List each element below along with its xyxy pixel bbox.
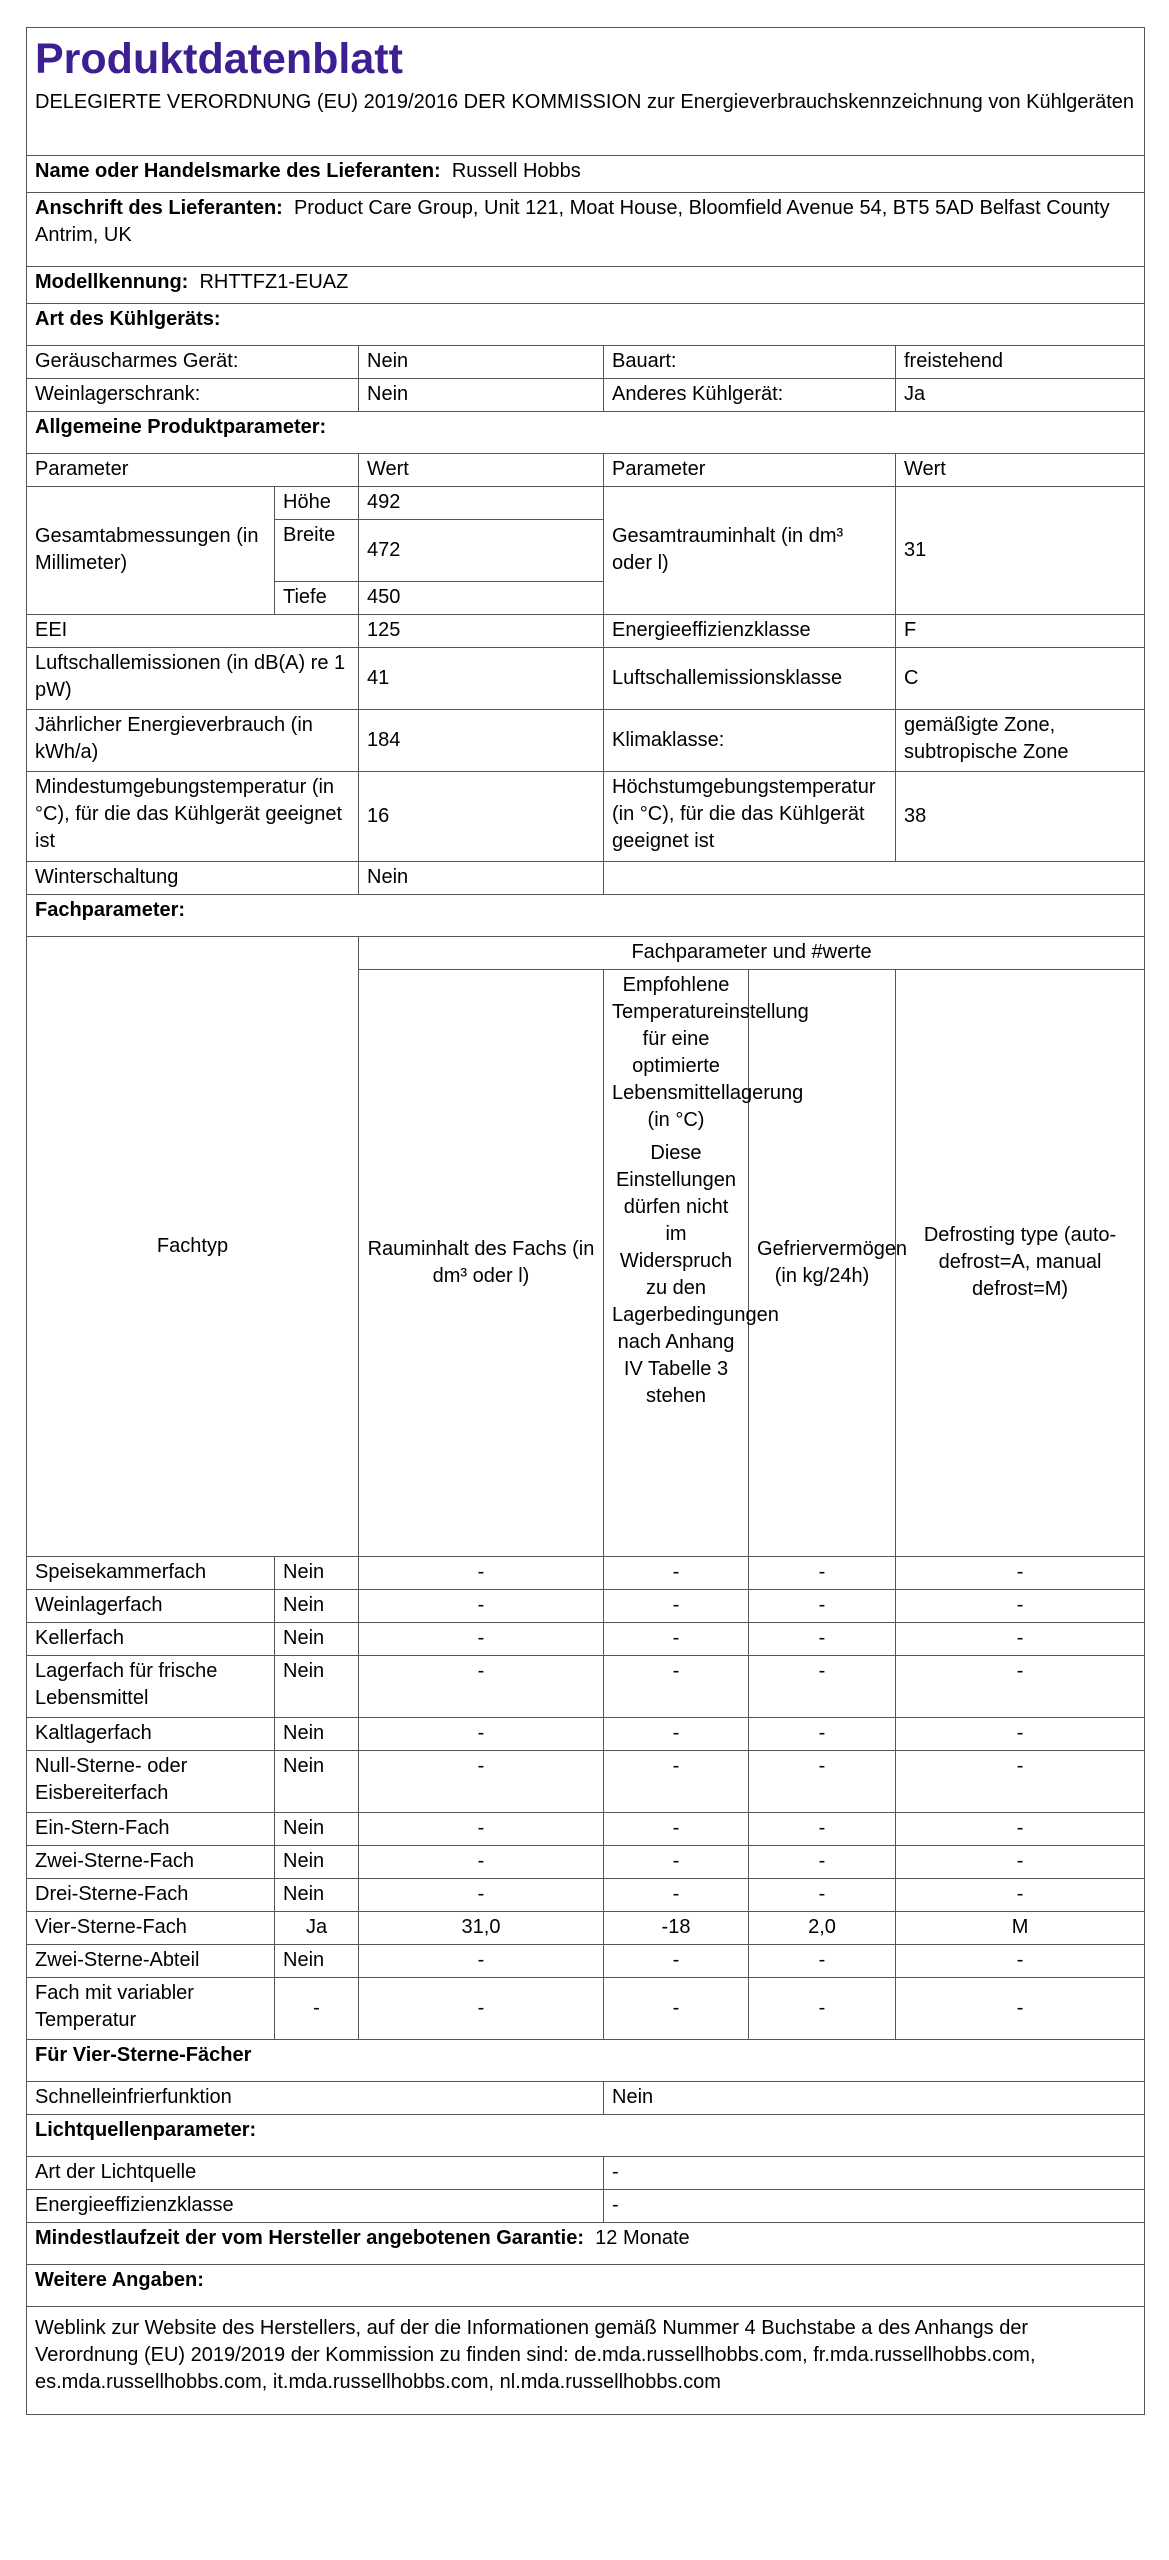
more-info-heading: Weitere Angaben: <box>27 2264 1145 2306</box>
compartment-freeze: - <box>749 1717 896 1750</box>
compartment-name: Speisekammerfach <box>27 1556 275 1589</box>
supplier-address-row <box>27 192 1145 266</box>
col-value-2: Wert <box>896 453 1145 486</box>
empty-cell <box>604 861 1145 894</box>
energy-class-label: Energieeffizienzklasse <box>604 614 896 647</box>
height-label: Höhe <box>275 486 359 519</box>
table-row <box>27 1556 1145 1589</box>
table-row <box>27 1750 1145 1812</box>
table-row <box>27 1717 1145 1750</box>
table-row <box>27 1845 1145 1878</box>
compartment-volume: - <box>359 1655 604 1717</box>
compartment-temp: - <box>604 1655 749 1717</box>
compartment-freeze: - <box>749 1977 896 2039</box>
compartment-name: Zwei-Sterne-Abteil <box>27 1944 275 1977</box>
noise-value: 41 <box>359 647 604 709</box>
col-compartment-group: Fachparameter und #werte <box>359 936 1145 969</box>
compartment-defrost: - <box>896 1717 1145 1750</box>
height-value: 492 <box>359 486 604 519</box>
supplier-address-label: Anschrift des Lieferanten: <box>35 196 283 219</box>
compartment-defrost: M <box>896 1911 1145 1944</box>
more-info-text: Weblink zur Website des Herstellers, auf der die Informationen gemäß Nummer 4 Buchstabe a des Anhangs der Verordnung (EU) 2019/2019 der Kommission zu finden sind: de.mda.russellhobbs.com, fr.mda.russellhobbs.com, es.mda.russellhobbs.com, it.mda.russellhobbs.com, nl.mda.russellhobbs.com <box>27 2306 1145 2414</box>
col-defrost: Defrosting type (auto-defrost=A, manual defrost=M) <box>896 969 1145 1556</box>
compartment-defrost: - <box>896 1944 1145 1977</box>
compartment-volume: - <box>359 1845 604 1878</box>
compartment-temp: - <box>604 1556 749 1589</box>
compartment-name: Zwei-Sterne-Fach <box>27 1845 275 1878</box>
compartment-name: Kaltlagerfach <box>27 1717 275 1750</box>
col-compartment-type: Fachtyp <box>27 936 359 1556</box>
compartment-freeze: - <box>749 1845 896 1878</box>
compartment-defrost: - <box>896 1812 1145 1845</box>
annual-energy-label: Jährlicher Energieverbrauch (in kWh/a) <box>27 709 359 771</box>
compartment-defrost: - <box>896 1655 1145 1717</box>
compartment-volume: - <box>359 1556 604 1589</box>
compartment-defrost: - <box>896 1589 1145 1622</box>
supplier-name-row <box>27 155 1145 192</box>
table-row <box>27 1977 1145 2039</box>
compartment-present: Nein <box>275 1556 359 1589</box>
depth-value: 450 <box>359 581 604 614</box>
compartment-name: Null-Sterne- oder Eisbereiterfach <box>27 1750 275 1812</box>
energy-class-value: F <box>896 614 1145 647</box>
compartment-temp: - <box>604 1845 749 1878</box>
wine-cabinet-label: Weinlagerschrank: <box>27 378 359 411</box>
compartment-temp: - <box>604 1812 749 1845</box>
other-appliance-value: Ja <box>896 378 1145 411</box>
max-temp-label: Höchstumgebungstemperatur (in °C), für die das Kühlgerät geeignet ist <box>604 771 896 861</box>
compartment-present: Nein <box>275 1655 359 1717</box>
compartment-volume: - <box>359 1944 604 1977</box>
light-type-label: Art der Lichtquelle <box>27 2156 604 2189</box>
model-label: Modellkennung: <box>35 270 189 293</box>
compartment-present: Nein <box>275 1878 359 1911</box>
compartment-volume: - <box>359 1750 604 1812</box>
compartment-name: Weinlagerfach <box>27 1589 275 1622</box>
width-label: Breite <box>275 519 359 581</box>
winter-mode-label: Winterschaltung <box>27 861 359 894</box>
compartment-name: Drei-Sterne-Fach <box>27 1878 275 1911</box>
compartment-defrost: - <box>896 1845 1145 1878</box>
compartment-volume: 31,0 <box>359 1911 604 1944</box>
compartment-defrost: - <box>896 1977 1145 2039</box>
dimensions-label: Gesamtabmessungen (in Millimeter) <box>27 486 275 614</box>
model-value: RHTTFZ1-EUAZ <box>199 270 349 293</box>
table-row <box>27 1589 1145 1622</box>
compartment-volume: - <box>359 1717 604 1750</box>
winter-mode-value: Nein <box>359 861 604 894</box>
compartment-freeze: 2,0 <box>749 1911 896 1944</box>
compartment-present: Ja <box>275 1911 359 1944</box>
table-row <box>27 1655 1145 1717</box>
compartment-present: Nein <box>275 1845 359 1878</box>
compartment-volume: - <box>359 1589 604 1622</box>
sheet-table <box>26 27 1145 2415</box>
four-star-heading: Für Vier-Sterne-Fächer <box>27 2039 1145 2081</box>
climate-class-value: gemäßigte Zone, subtropische Zone <box>896 709 1145 771</box>
compartment-volume: - <box>359 1622 604 1655</box>
compartment-freeze: - <box>749 1556 896 1589</box>
compartment-name: Ein-Stern-Fach <box>27 1812 275 1845</box>
supplier-name-label: Name oder Handelsmarke des Lieferanten: <box>35 159 441 182</box>
compartment-freeze: - <box>749 1622 896 1655</box>
compartment-name: Fach mit variabler Temperatur <box>27 1977 275 2039</box>
fast-freeze-label: Schnelleinfrierfunktion <box>27 2081 604 2114</box>
light-type-value: - <box>604 2156 1145 2189</box>
table-row <box>27 1878 1145 1911</box>
table-row <box>27 1812 1145 1845</box>
supplier-address-value: Product Care Group, Unit 121, Moat House, Bloomfield Avenue 54, BT5 5AD Belfast County Antrim, UK <box>35 196 1110 246</box>
warranty-row <box>27 2222 1145 2264</box>
design-label: Bauart: <box>604 345 896 378</box>
compartment-freeze: - <box>749 1750 896 1812</box>
compartment-temp: - <box>604 1717 749 1750</box>
climate-class-label: Klimaklasse: <box>604 709 896 771</box>
compartment-freeze: - <box>749 1878 896 1911</box>
col-volume: Rauminhalt des Fachs (in dm³ oder l) <box>359 969 604 1556</box>
compartment-temp: - <box>604 1589 749 1622</box>
col-freezing: Gefriervermögen (in kg/24h) <box>749 969 896 1556</box>
noise-class-label: Luftschallemissionsklasse <box>604 647 896 709</box>
supplier-name-value: Russell Hobbs <box>451 159 581 182</box>
total-volume-label: Gesamtrauminhalt (in dm³ oder l) <box>604 486 896 614</box>
compartment-temp: - <box>604 1944 749 1977</box>
compartment-temp: -18 <box>604 1911 749 1944</box>
compartment-present: Nein <box>275 1750 359 1812</box>
compartment-present: Nein <box>275 1622 359 1655</box>
col-parameter-2: Parameter <box>604 453 896 486</box>
total-volume-value: 31 <box>896 486 1145 614</box>
noise-class-value: C <box>896 647 1145 709</box>
col-temp-note: Diese Einstellungen dürfen nicht im Widerspruch zu den Lagerbedingungen nach Anhang IV Tabelle 3 stehen <box>612 1141 779 1407</box>
min-temp-label: Mindestumgebungstemperatur (in °C), für die das Kühlgerät geeignet ist <box>27 771 359 861</box>
warranty-label: Mindestlaufzeit der vom Hersteller angebotenen Garantie: <box>35 2226 585 2249</box>
compartment-present: Nein <box>275 1812 359 1845</box>
compartment-freeze: - <box>749 1812 896 1845</box>
compartment-params-heading: Fachparameter: <box>27 894 1145 936</box>
model-row <box>27 266 1145 303</box>
low-noise-value: Nein <box>359 345 604 378</box>
table-row <box>27 1911 1145 1944</box>
general-params-heading: Allgemeine Produktparameter: <box>27 411 1145 453</box>
table-row <box>27 1622 1145 1655</box>
min-temp-value: 16 <box>359 771 604 861</box>
light-class-label: Energieeffizienzklasse <box>27 2189 604 2222</box>
compartment-freeze: - <box>749 1589 896 1622</box>
compartment-defrost: - <box>896 1622 1145 1655</box>
light-class-value: - <box>604 2189 1145 2222</box>
compartment-volume: - <box>359 1878 604 1911</box>
compartment-temp: - <box>604 1622 749 1655</box>
product-data-sheet <box>26 27 1144 2415</box>
compartment-freeze: - <box>749 1944 896 1977</box>
compartment-volume: - <box>359 1977 604 2039</box>
compartment-defrost: - <box>896 1878 1145 1911</box>
compartment-name: Lagerfach für frische Lebensmittel <box>27 1655 275 1717</box>
compartment-present: Nein <box>275 1944 359 1977</box>
compartment-temp: - <box>604 1750 749 1812</box>
col-temp-title: Empfohlene Temperatureinstellung für eine optimierte Lebensmittellagerung (in °C) <box>612 973 809 1131</box>
compartment-name: Kellerfach <box>27 1622 275 1655</box>
compartment-defrost: - <box>896 1556 1145 1589</box>
col-parameter-1: Parameter <box>27 453 359 486</box>
eei-value: 125 <box>359 614 604 647</box>
noise-label: Luftschallemissionen (in dB(A) re 1 pW) <box>27 647 359 709</box>
compartment-present: - <box>275 1977 359 2039</box>
page-title: Produktdatenblatt <box>27 28 1145 88</box>
width-value: 472 <box>359 519 604 581</box>
compartment-temp: - <box>604 1878 749 1911</box>
eei-label: EEI <box>27 614 359 647</box>
appliance-type-heading: Art des Kühlgeräts: <box>27 303 1145 345</box>
compartment-temp: - <box>604 1977 749 2039</box>
col-value-1: Wert <box>359 453 604 486</box>
compartment-name: Vier-Sterne-Fach <box>27 1911 275 1944</box>
warranty-value: 12 Monate <box>595 2226 690 2249</box>
compartment-defrost: - <box>896 1750 1145 1812</box>
table-row <box>27 1944 1145 1977</box>
col-temp <box>604 969 809 1556</box>
other-appliance-label: Anderes Kühlgerät: <box>604 378 896 411</box>
max-temp-value: 38 <box>896 771 1145 861</box>
compartment-present: Nein <box>275 1589 359 1622</box>
low-noise-label: Geräuscharmes Gerät: <box>27 345 359 378</box>
wine-cabinet-value: Nein <box>359 378 604 411</box>
annual-energy-value: 184 <box>359 709 604 771</box>
depth-label: Tiefe <box>275 581 359 614</box>
design-value: freistehend <box>896 345 1145 378</box>
light-source-heading: Lichtquellenparameter: <box>27 2114 1145 2156</box>
compartment-present: Nein <box>275 1717 359 1750</box>
regulation-text: DELEGIERTE VERORDNUNG (EU) 2019/2016 DER KOMMISSION zur Energieverbrauchskennzeichnung von Kühlgeräten <box>27 87 1145 155</box>
compartment-volume: - <box>359 1812 604 1845</box>
fast-freeze-value: Nein <box>604 2081 1145 2114</box>
compartment-freeze: - <box>749 1655 896 1717</box>
